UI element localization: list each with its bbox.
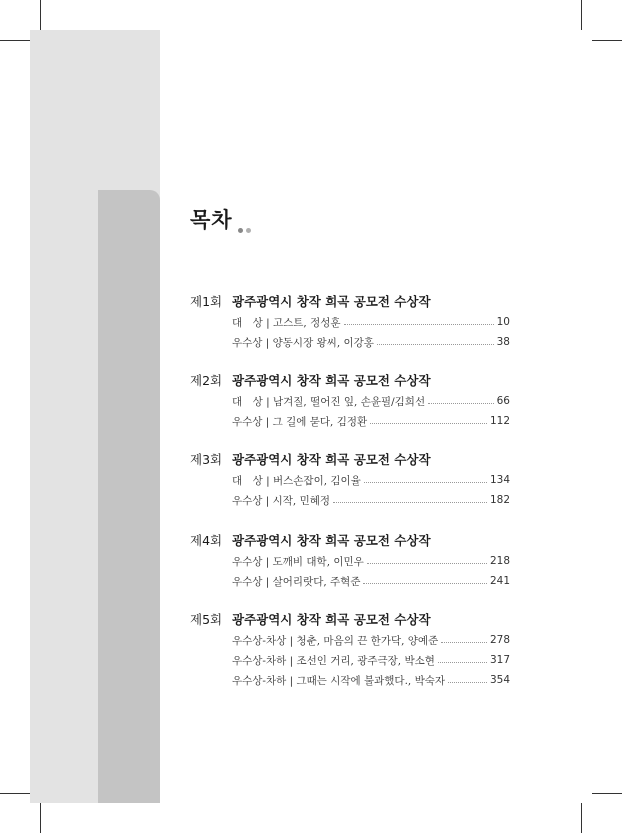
section-number: 제3회 <box>190 452 223 467</box>
crop-mark <box>0 793 30 794</box>
section-heading <box>190 610 510 630</box>
toc-section <box>190 292 510 352</box>
page-number: 317 <box>489 654 510 666</box>
toc-section <box>190 531 510 591</box>
entry-text: 우수상 | 시작, 민혜정 <box>232 494 331 507</box>
page-number: 38 <box>496 336 510 348</box>
title-dot <box>238 228 243 233</box>
dot-leader <box>367 562 487 564</box>
toc-section <box>190 610 510 690</box>
crop-mark <box>581 803 582 833</box>
section-number: 제1회 <box>190 294 223 309</box>
section-heading <box>190 292 510 312</box>
dot-leader <box>364 481 487 483</box>
section-title: 광주광역시 창작 희곡 공모전 수상작 <box>232 533 431 548</box>
dot-leader <box>370 422 487 424</box>
crop-mark <box>40 0 41 30</box>
entry-text: 우수상 | 그 길에 묻다, 김정환 <box>232 415 368 428</box>
toc-entry[interactable] <box>232 391 510 411</box>
page-number: 182 <box>489 494 510 506</box>
page-number: 354 <box>489 674 510 686</box>
side-band-dark <box>98 190 160 803</box>
dot-leader <box>344 323 494 325</box>
section-title: 광주광역시 창작 희곡 공모전 수상작 <box>232 612 431 627</box>
page-number: 218 <box>489 555 510 567</box>
dot-leader <box>438 661 487 663</box>
page-number: 66 <box>496 395 510 407</box>
toc-section <box>190 371 510 431</box>
toc-entry[interactable] <box>232 470 510 490</box>
section-title: 광주광역시 창작 희곡 공모전 수상작 <box>232 452 431 467</box>
page-title: 목차 <box>190 208 233 232</box>
dot-leader <box>377 343 494 345</box>
toc-entry[interactable] <box>232 332 510 352</box>
entry-text: 대 상 | 남겨질, 떨어진 잎, 손윤필/김희선 <box>232 395 426 408</box>
section-heading <box>190 450 510 470</box>
crop-mark <box>0 40 30 41</box>
title-dot <box>246 228 251 233</box>
entry-text: 대 상 | 고스트, 정성훈 <box>232 316 341 329</box>
dot-leader <box>363 582 486 584</box>
crop-mark <box>592 793 622 794</box>
section-heading <box>190 371 510 391</box>
toc-entry[interactable] <box>232 490 510 510</box>
crop-mark <box>40 803 41 833</box>
section-number: 제2회 <box>190 373 223 388</box>
section-title: 광주광역시 창작 희곡 공모전 수상작 <box>232 373 431 388</box>
crop-mark <box>592 40 622 41</box>
dot-leader <box>441 641 487 643</box>
dot-leader <box>428 402 494 404</box>
toc-entry[interactable] <box>232 630 510 650</box>
entry-text: 우수상 | 살어리랏다, 주혁준 <box>232 575 361 588</box>
page-number: 278 <box>489 634 510 646</box>
entry-text: 우수상 | 도깨비 대학, 이민우 <box>232 555 364 568</box>
toc-entry[interactable] <box>232 650 510 670</box>
dot-leader <box>448 681 487 683</box>
toc-entry[interactable] <box>232 411 510 431</box>
dot-leader <box>333 501 487 503</box>
page-number: 10 <box>496 316 510 328</box>
page-number: 112 <box>489 415 510 427</box>
entry-text: 대 상 | 버스손잡이, 김이율 <box>232 474 361 487</box>
toc-section <box>190 450 510 510</box>
page-number: 134 <box>489 474 510 486</box>
entry-text: 우수상-차하 | 조선인 거리, 광주극장, 박소현 <box>232 654 435 667</box>
toc-entry[interactable] <box>232 312 510 332</box>
section-number: 제5회 <box>190 612 223 627</box>
entry-text: 우수상-차하 | 그때는 시작에 불과했다., 박숙자 <box>232 674 446 687</box>
entry-text: 우수상-차상 | 청춘, 마음의 끈 한가닥, 양예준 <box>232 634 439 647</box>
entry-text: 우수상 | 양동시장 왕씨, 이강홍 <box>232 336 374 349</box>
section-heading <box>190 531 510 551</box>
toc-entry[interactable] <box>232 551 510 571</box>
toc-entry[interactable] <box>232 670 510 690</box>
crop-mark <box>581 0 582 30</box>
section-title: 광주광역시 창작 희곡 공모전 수상작 <box>232 294 431 309</box>
section-number: 제4회 <box>190 533 223 548</box>
toc-entry[interactable] <box>232 571 510 591</box>
page-number: 241 <box>489 575 510 587</box>
